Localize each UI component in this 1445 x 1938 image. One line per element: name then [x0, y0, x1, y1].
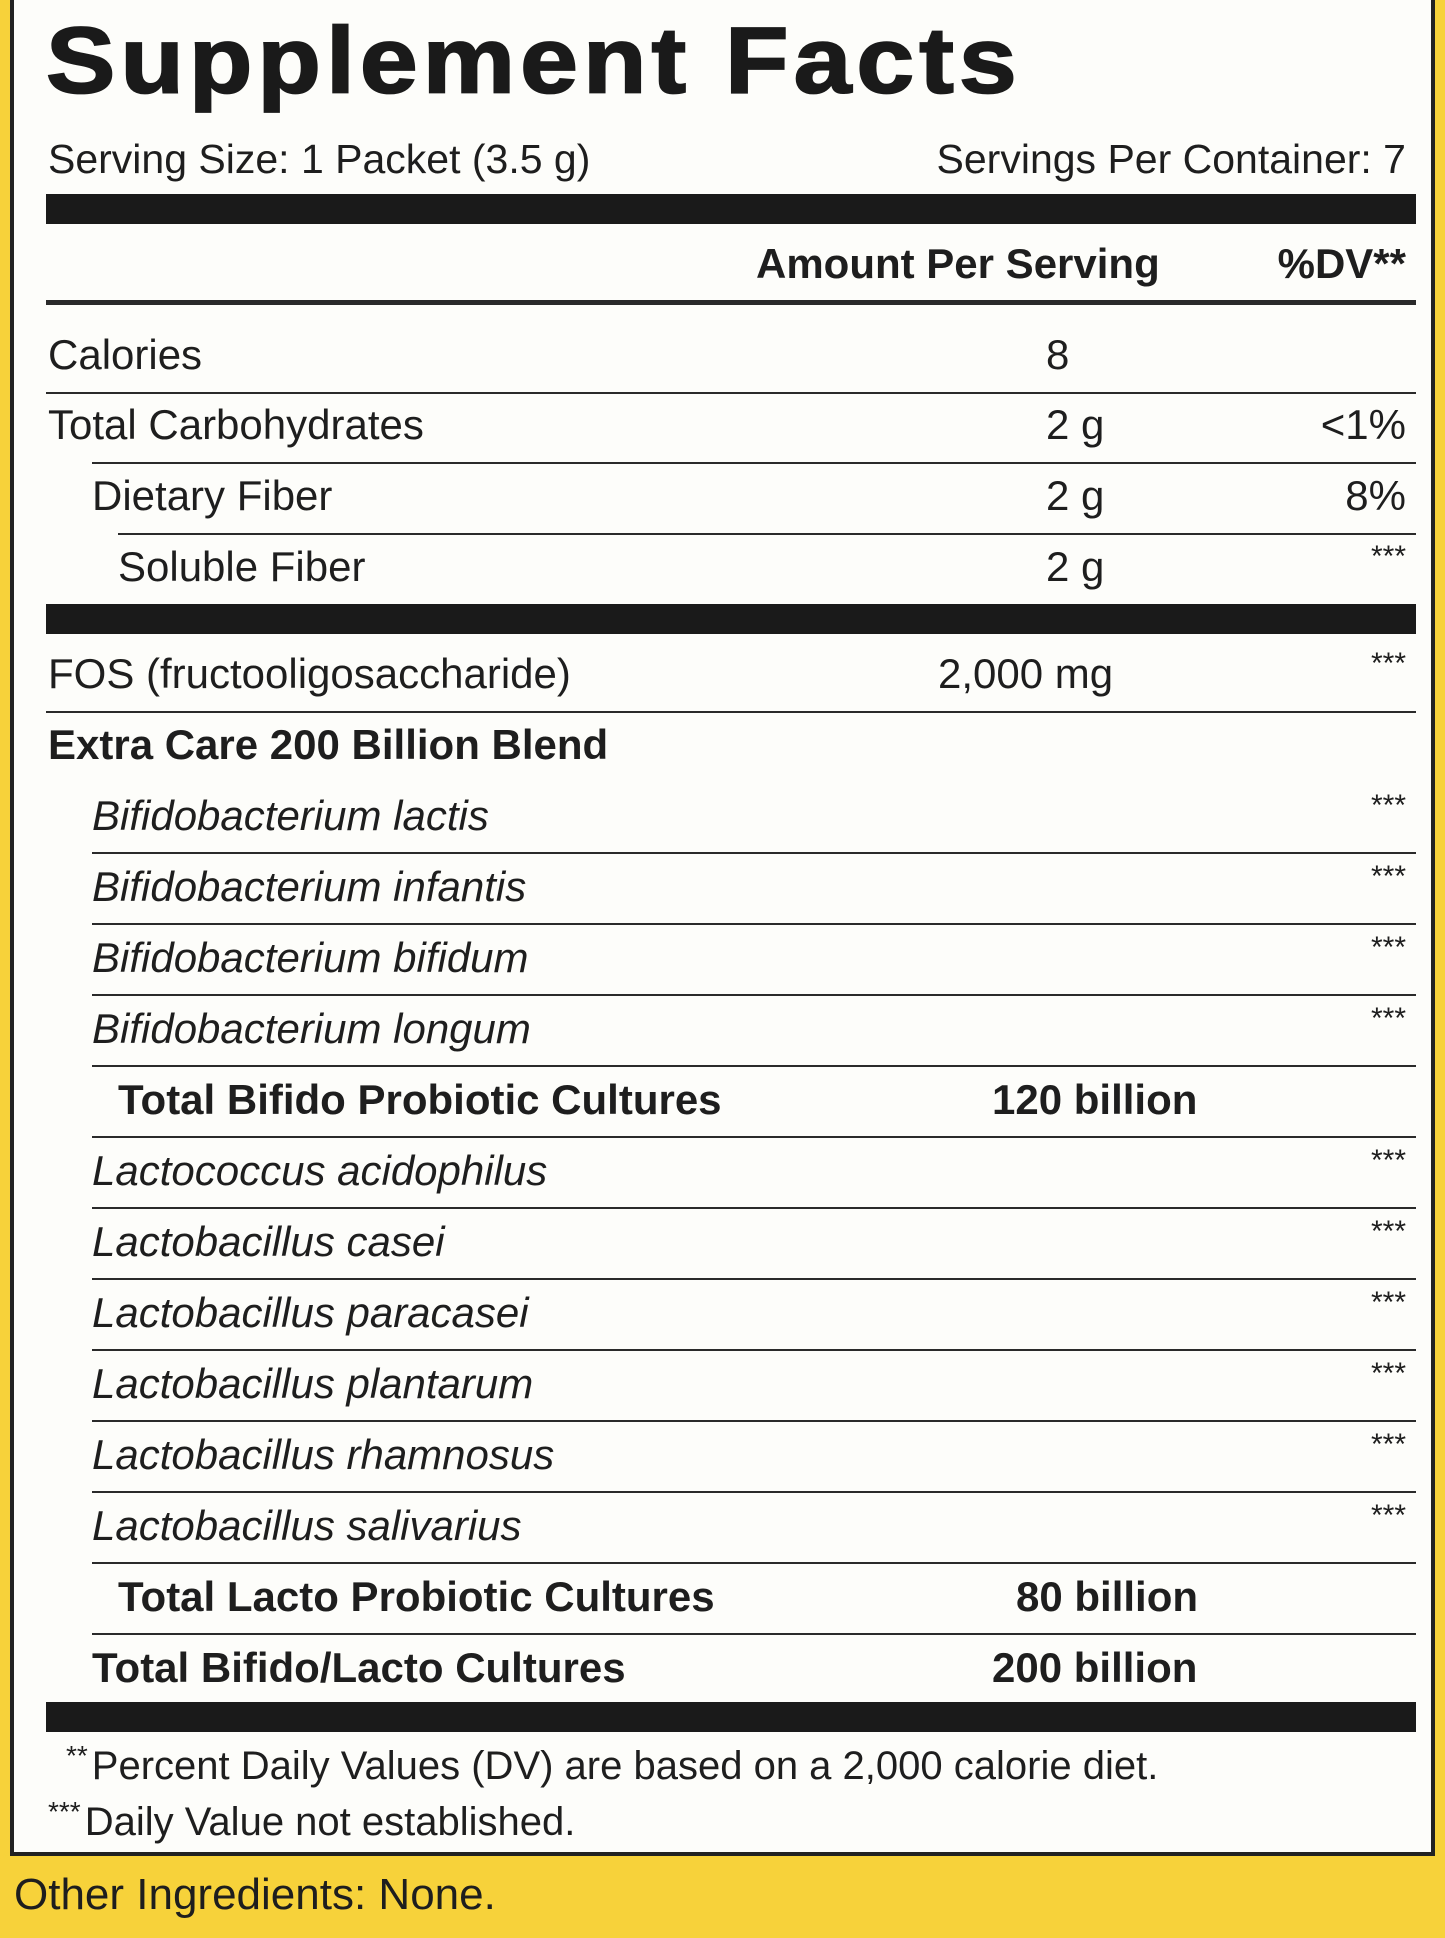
- strain-row: [46, 1283, 1416, 1343]
- subtotal-row: [46, 1070, 1416, 1130]
- strain-dv: ***: [1370, 789, 1406, 822]
- strain-dv: ***: [1370, 1428, 1406, 1461]
- strain-dv: ***: [1370, 1286, 1406, 1319]
- nutrient-name: Soluble Fiber: [118, 543, 366, 590]
- strain-name: Lactobacillus rhamnosus: [92, 1431, 555, 1478]
- strain-row: [46, 1496, 1416, 1556]
- strain-name: Bifidobacterium longum: [92, 1005, 531, 1052]
- header-divider: [46, 300, 1416, 305]
- strain-row: [46, 928, 1416, 988]
- nutrient-dv: 8%: [1345, 472, 1406, 519]
- strain-row: [46, 786, 1416, 846]
- row-divider: [92, 1633, 1416, 1635]
- thick-divider: [46, 604, 1416, 634]
- nutrient-dv: ***: [1370, 540, 1406, 573]
- row-divider: [92, 1207, 1416, 1209]
- strain-name: Lactobacillus plantarum: [92, 1360, 534, 1407]
- strain-dv: ***: [1370, 1144, 1406, 1177]
- nutrient-row: [46, 466, 1416, 526]
- strain-name: Bifidobacterium infantis: [92, 863, 527, 910]
- strain-name: Lactobacillus paracasei: [92, 1289, 529, 1336]
- subtotal-name: Total Lacto Probiotic Cultures: [118, 1573, 715, 1620]
- footnote-mark: ***: [48, 1796, 81, 1827]
- row-divider: [92, 1349, 1416, 1351]
- column-header: [46, 240, 1416, 292]
- strain-row: [46, 1141, 1416, 1201]
- strain-dv: ***: [1370, 1357, 1406, 1390]
- blend-name: Extra Care 200 Billion Blend: [48, 721, 609, 768]
- strain-row: [46, 999, 1416, 1059]
- nutrient-amount: 2 g: [1046, 472, 1105, 519]
- row-divider: [92, 1278, 1416, 1280]
- nutrient-amount: 2 g: [1046, 401, 1105, 448]
- nutrient-name: FOS (fructooligosaccharide): [48, 650, 571, 697]
- strain-row: [46, 1425, 1416, 1485]
- blend-heading-row: [46, 715, 1416, 775]
- subtotal-row: [46, 1567, 1416, 1627]
- footnote-not-established: [48, 1796, 575, 1845]
- subtotal-amount: 80 billion: [1016, 1573, 1199, 1620]
- nutrient-row: [46, 537, 1416, 597]
- strain-name: Lactobacillus casei: [92, 1218, 445, 1265]
- row-divider: [92, 923, 1416, 925]
- strain-row: [46, 1212, 1416, 1272]
- total-name: Total Bifido/Lacto Cultures: [92, 1644, 626, 1691]
- total-amount: 200 billion: [992, 1644, 1198, 1691]
- row-divider: [92, 1136, 1416, 1138]
- nutrient-amount: 2 g: [1046, 543, 1105, 590]
- nutrient-amount: 8: [1046, 331, 1070, 378]
- strain-dv: ***: [1370, 1215, 1406, 1248]
- thick-divider: [46, 1702, 1416, 1732]
- row-divider: [92, 1562, 1416, 1564]
- row-divider: [92, 852, 1416, 854]
- nutrient-dv: <1%: [1320, 401, 1406, 448]
- strain-dv: ***: [1370, 1499, 1406, 1532]
- row-divider: [46, 392, 1416, 394]
- row-divider: [92, 994, 1416, 996]
- footnote-mark: **: [66, 1740, 88, 1771]
- nutrient-name: Total Carbohydrates: [48, 401, 424, 448]
- nutrient-amount: 2,000 mg: [938, 650, 1114, 697]
- strain-name: Lactococcus acidophilus: [92, 1147, 548, 1194]
- total-row: [46, 1638, 1416, 1698]
- daily-value-header: %DV**: [1277, 240, 1406, 287]
- strain-dv: ***: [1370, 1002, 1406, 1035]
- row-divider: [118, 533, 1416, 535]
- subtotal-name: Total Bifido Probiotic Cultures: [118, 1076, 722, 1123]
- strain-name: Lactobacillus salivarius: [92, 1502, 522, 1549]
- footnote-text: Daily Value not established.: [84, 1800, 576, 1844]
- row-divider: [92, 462, 1416, 464]
- other-ingredients: Other Ingredients: None.: [14, 1870, 496, 1919]
- nutrient-row: [46, 395, 1416, 455]
- row-divider: [92, 1065, 1416, 1067]
- row-divider: [92, 1491, 1416, 1493]
- strain-row: [46, 1354, 1416, 1414]
- nutrient-name: Dietary Fiber: [92, 472, 333, 519]
- nutrient-row: [46, 325, 1416, 385]
- footnote-dv: [66, 1740, 1158, 1789]
- strain-name: Bifidobacterium lactis: [92, 792, 489, 839]
- row-divider: [46, 711, 1416, 713]
- thick-divider: [46, 194, 1416, 224]
- strain-name: Bifidobacterium bifidum: [92, 934, 529, 981]
- nutrient-name: Calories: [48, 331, 203, 378]
- strain-row: [46, 857, 1416, 917]
- nutrient-row: [46, 644, 1416, 704]
- nutrient-dv: ***: [1370, 647, 1406, 680]
- strain-dv: ***: [1370, 860, 1406, 893]
- amount-per-serving-header: Amount Per Serving: [756, 240, 1160, 287]
- panel-title: Supplement Facts: [46, 8, 1022, 114]
- strain-dv: ***: [1370, 931, 1406, 964]
- serving-size: Serving Size: 1 Packet (3.5 g): [48, 136, 591, 182]
- footnote-text: Percent Daily Values (DV) are based on a 2,000 calorie diet.: [91, 1744, 1159, 1788]
- servings-per-container: Servings Per Container: 7: [936, 136, 1406, 182]
- row-divider: [92, 1420, 1416, 1422]
- supplement-facts-panel: [10, 0, 1435, 1856]
- subtotal-amount: 120 billion: [992, 1076, 1198, 1123]
- serving-info: [46, 136, 1416, 184]
